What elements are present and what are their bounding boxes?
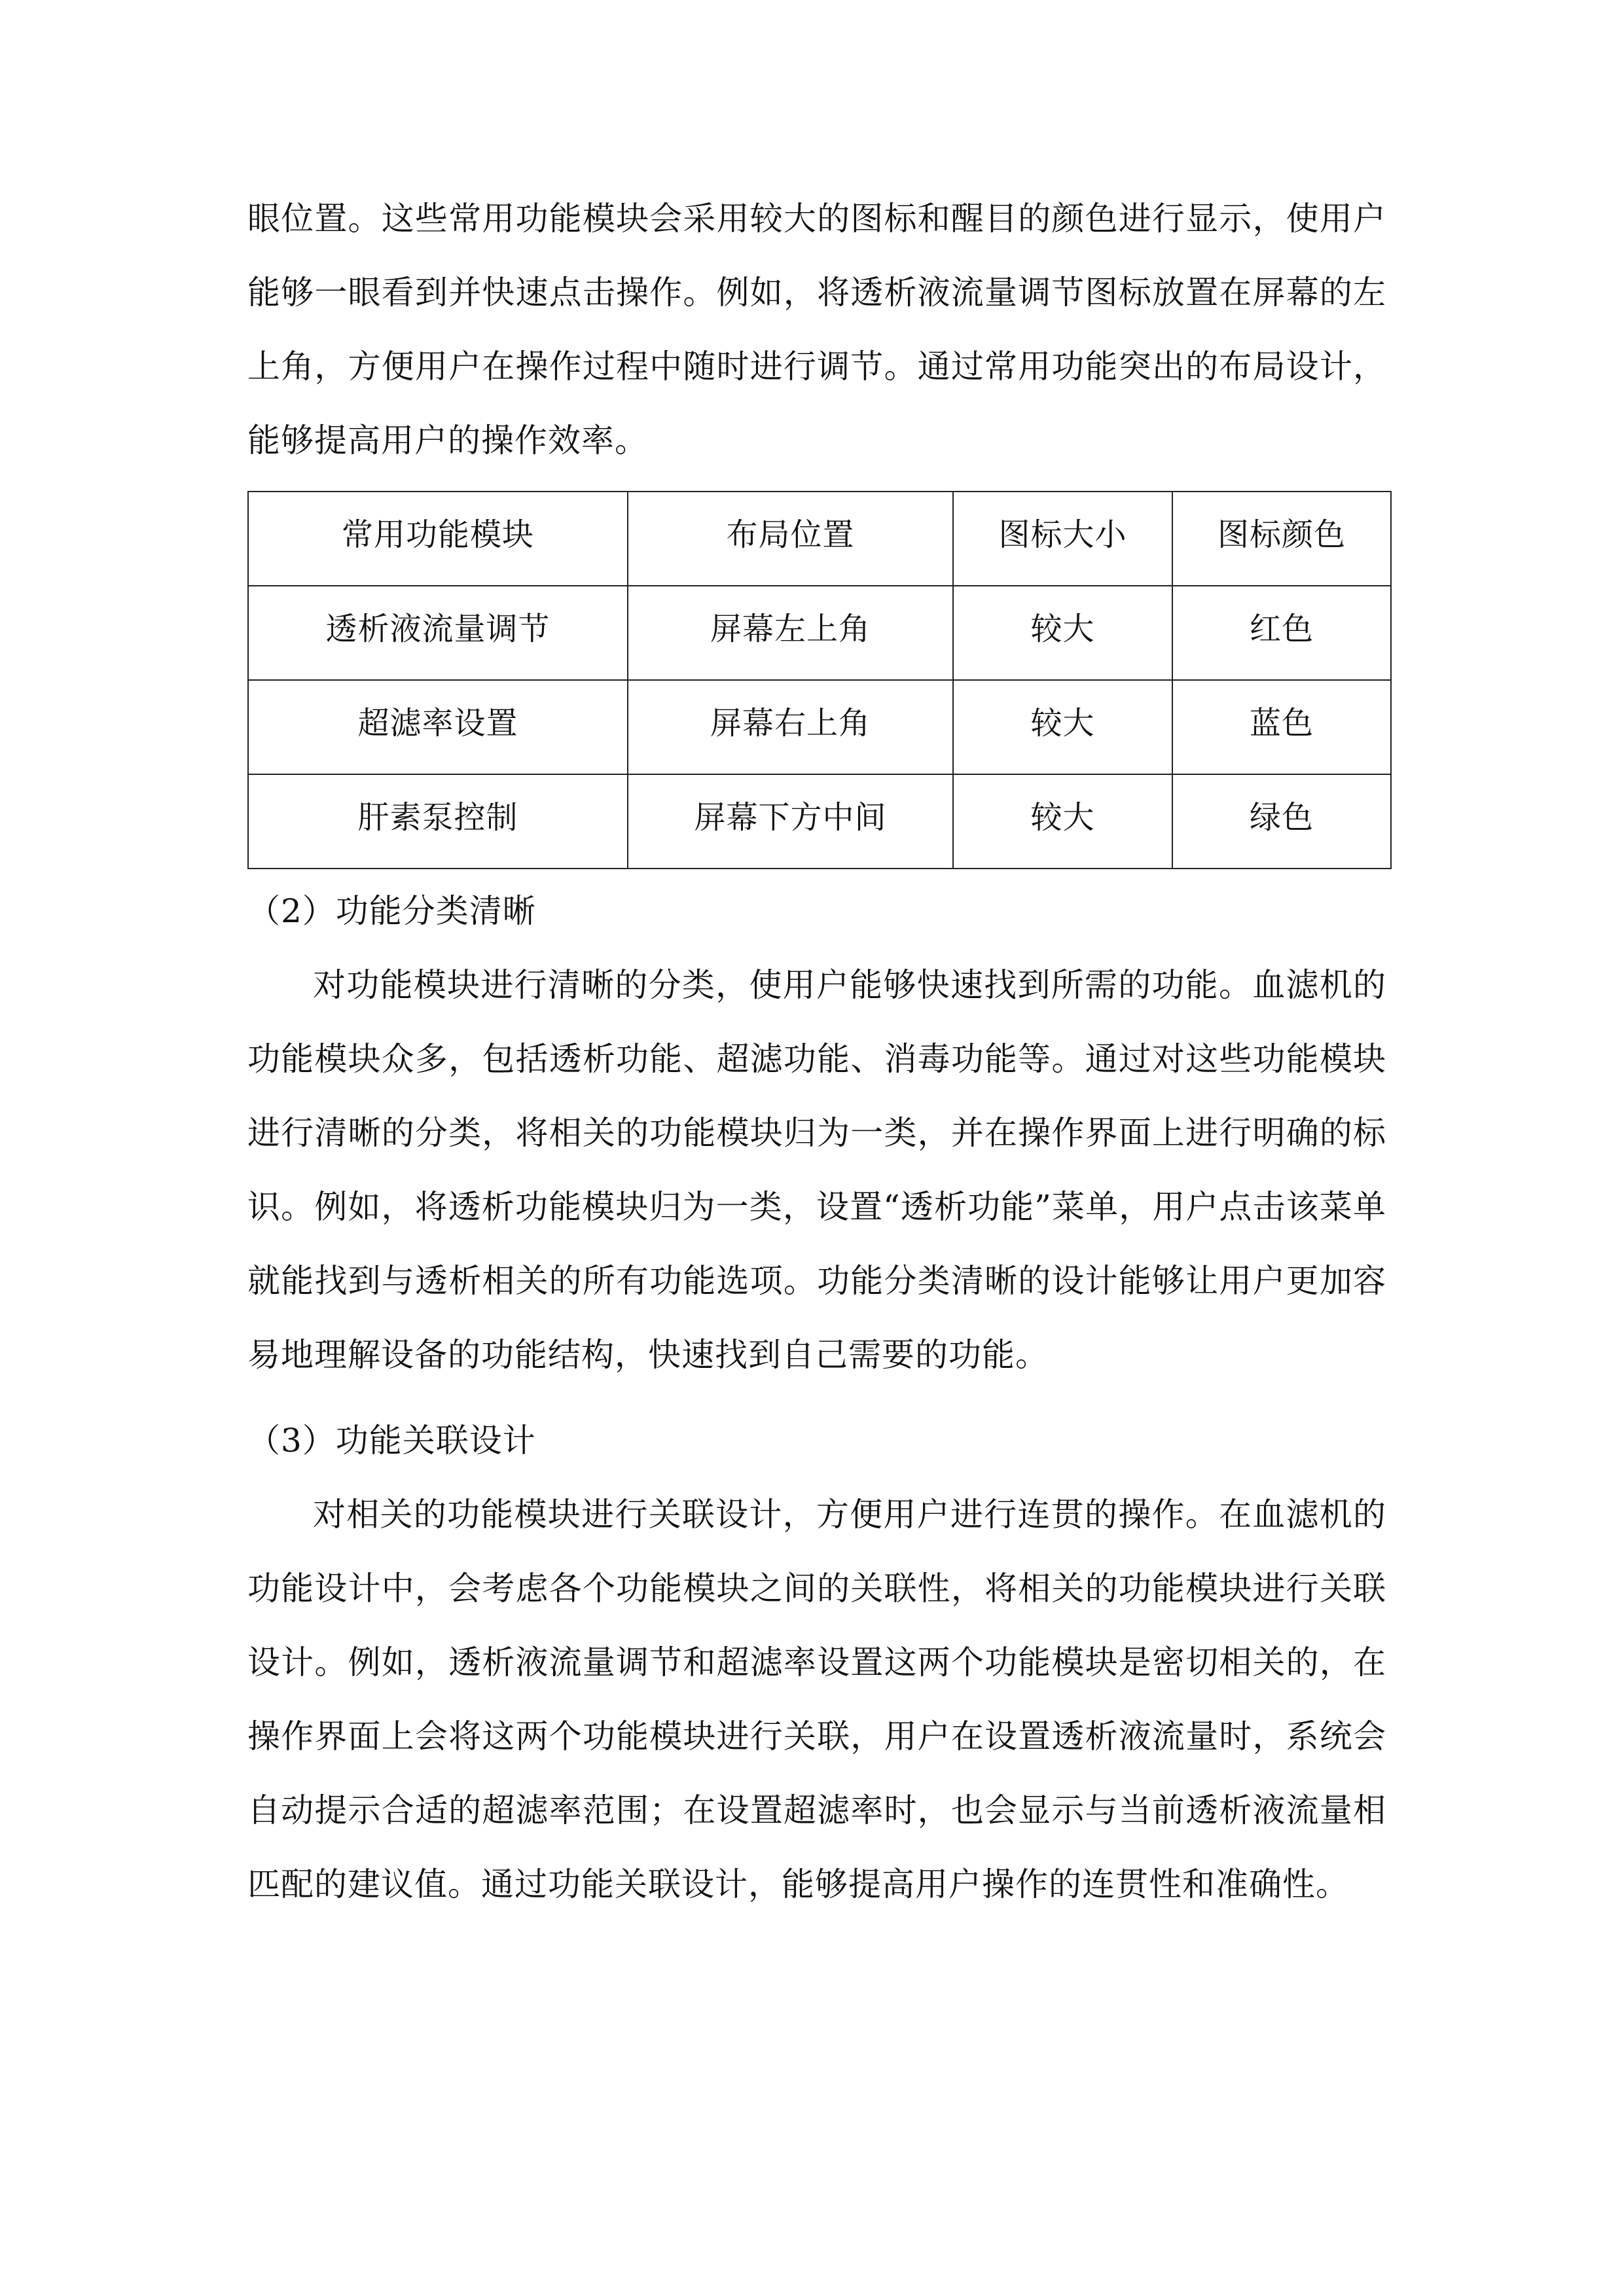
table-cell: 绿色 [1172, 774, 1391, 869]
table-header-cell: 图标大小 [953, 492, 1172, 586]
table-header-cell: 常用功能模块 [248, 492, 628, 586]
table-cell: 屏幕下方中间 [628, 774, 953, 869]
document-body [247, 182, 1386, 1922]
table-cell: 屏幕右上角 [628, 680, 953, 774]
table-header-row [248, 492, 1391, 586]
table-header-cell: 图标颜色 [1172, 492, 1391, 586]
function-module-table [247, 491, 1392, 869]
table-cell: 超滤率设置 [248, 680, 628, 774]
table-header-cell: 布局位置 [628, 492, 953, 586]
table-cell: 红色 [1172, 586, 1391, 680]
table-row [248, 774, 1391, 869]
intro-paragraph: 眼位置。这些常用功能模块会采用较大的图标和醒目的颜色进行显示，使用户能够一眼看到并快速点击操作。例如，将透析液流量调节图标放置在屏幕的左上角，方便用户在操作过程中随时进行调节。通过常用功能突出的布局设计，能够提高用户的操作效率。 [247, 200, 1386, 459]
table-cell: 较大 [953, 680, 1172, 774]
table-row [248, 586, 1391, 680]
section-paragraph: 对相关的功能模块进行关联设计，方便用户进行连贯的操作。在血滤机的功能设计中，会考虑各个功能模块之间的关联性，将相关的功能模块进行关联设计。例如，透析液流量调节和超滤率设置这两个功能模块是密切相关的，在操作界面上会将这两个功能模块进行关联，用户在设置透析液流量时，系统会自动提示合适的超滤率范围；在设置超滤率时，也会显示与当前透析液流量相匹配的建议值。通过功能关联设计，能够提高用户操作的连贯性和准确性。 [247, 1496, 1386, 1903]
table-cell: 较大 [953, 774, 1172, 869]
section-heading: （3）功能关联设计 [247, 1422, 536, 1460]
table-cell: 较大 [953, 586, 1172, 680]
section-heading: （2）功能分类清晰 [247, 892, 536, 930]
table-cell: 屏幕左上角 [628, 586, 953, 680]
table-cell: 肝素泵控制 [248, 774, 628, 869]
table-cell: 透析液流量调节 [248, 586, 628, 680]
table-cell: 蓝色 [1172, 680, 1391, 774]
section-paragraph: 对功能模块进行清晰的分类，使用户能够快速找到所需的功能。血滤机的功能模块众多，包括透析功能、超滤功能、消毒功能等。通过对这些功能模块进行清晰的分类，将相关的功能模块归为一类，并在操作界面上进行明确的标识。例如，将透析功能模块归为一类，设置“透析功能”菜单，用户点击该菜单就能找到与透析相关的所有功能选项。功能分类清晰的设计能够让用户更加容易地理解设备的功能结构，快速找到自己需要的功能。 [247, 966, 1386, 1374]
table-row [248, 680, 1391, 774]
